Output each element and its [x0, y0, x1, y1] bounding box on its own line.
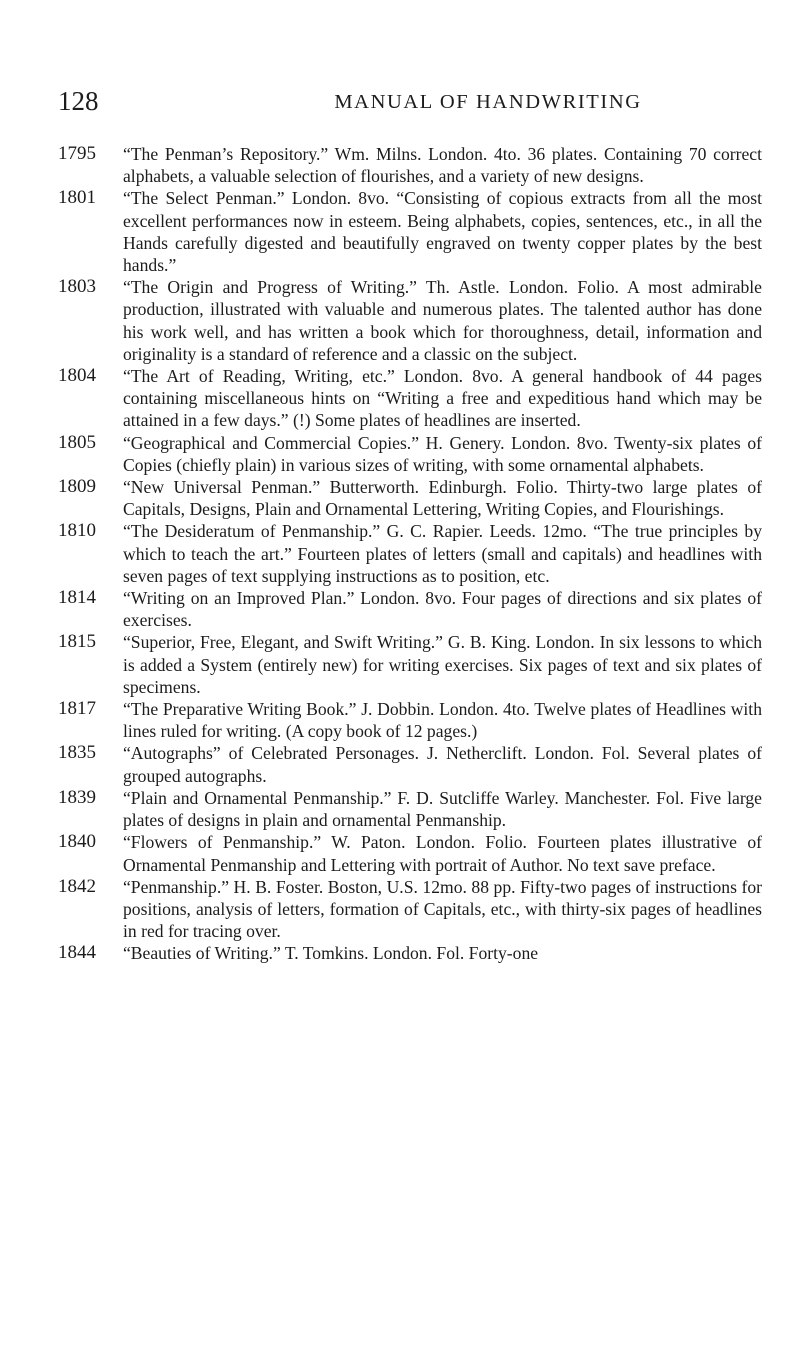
running-head: MANUAL OF HANDWRITING [334, 91, 642, 113]
entry-year: 1795 [58, 143, 96, 164]
entry-year: 1842 [58, 875, 96, 897]
entry-text: “The Select Penman.” London. 8vo. “Consisting of copious extracts from all the most excellent performances now in esteem. Being alphabets, copies, sentences, etc., in all the Hands carefully digested and beautifully engraved on twenty copper plates by the best hands.” [123, 188, 762, 276]
bibliography-entry-1840 [58, 831, 762, 875]
page-number: 128 [58, 86, 99, 116]
bibliography-entry-1810 [58, 520, 762, 587]
bibliography-list [58, 143, 762, 965]
entry-text: “Autographs” of Celebrated Personages. J. Netherclift. London. Fol. Several plates of grouped autographs. [123, 743, 762, 786]
entry-year: 1805 [58, 431, 96, 453]
entry-year: 1810 [58, 520, 96, 542]
entry-year: 1814 [58, 587, 96, 609]
bibliography-entry-1809 [58, 476, 762, 520]
bibliography-entry-1839 [58, 787, 762, 831]
bibliography-entry-1805 [58, 432, 762, 476]
bibliography-entry-1817 [58, 698, 762, 742]
entry-year: 1801 [58, 187, 96, 209]
entry-text: “The Preparative Writing Book.” J. Dobbin. London. 4to. Twelve plates of Headlines with lines ruled for writing. (A copy book of 12 pages.) [123, 699, 762, 742]
entry-text: “Penmanship.” H. B. Foster. Boston, U.S. 12mo. 88 pp. Fifty-two pages of instructions for positions, analysis of letters, formation of Capitals, etc., with thirty-six pages of headlines in red for tracing over. [123, 876, 762, 942]
entry-text: “Flowers of Penmanship.” W. Paton. London. Folio. Fourteen plates illustrative of Ornamental Penmanship and Lettering with portrait of Author. No text save preface. [123, 832, 762, 875]
entry-text: “New Universal Penman.” Butterworth. Edinburgh. Folio. Thirty-two large plates of Capitals, Designs, Plain and Ornamental Lettering, Writing Copies, and Flourishings. [123, 477, 762, 520]
entry-year: 1809 [58, 476, 96, 498]
bibliography-entry-1803 [58, 276, 762, 365]
entry-year: 1840 [58, 831, 96, 853]
bibliography-entry-1795 [58, 143, 762, 187]
bibliography-entry-1842 [58, 876, 762, 943]
entry-text: “Writing on an Improved Plan.” London. 8vo. Four pages of directions and six plates of exercises. [123, 588, 762, 631]
entry-year: 1804 [58, 365, 96, 387]
entry-year: 1803 [58, 276, 96, 298]
entry-text: “The Art of Reading, Writing, etc.” London. 8vo. A general handbook of 44 pages containing miscellaneous hints on “Writing a free and expeditious hand which may be attained in a few days.” (!) Some plates of headlines are inserted. [123, 366, 762, 431]
bibliography-entry-1835 [58, 742, 762, 786]
entry-year: 1835 [58, 742, 96, 764]
bibliography-entry-1815 [58, 631, 762, 698]
entry-text: “Geographical and Commercial Copies.” H. Genery. London. 8vo. Twenty-six plates of Copies (chiefly plain) in various sizes of writing, with some ornamental alphabets. [123, 432, 762, 475]
bibliography-entry-1844 [58, 942, 762, 964]
entry-year: 1817 [58, 698, 96, 720]
bibliography-entry-1814 [58, 587, 762, 631]
page-header [58, 86, 758, 116]
entry-text: “Beauties of Writing.” T. Tomkins. London. Fol. Forty-one [123, 943, 539, 964]
bibliography-entry-1804 [58, 365, 762, 432]
entry-text: “The Desideratum of Penmanship.” G. C. Rapier. Leeds. 12mo. “The true principles by which to teach the art.” Fourteen plates of letters (small and capitals) and headlines with seven pages of text supplying instructions as to position, etc. [123, 521, 762, 586]
entry-text: “The Penman’s Repository.” Wm. Milns. London. 4to. 36 plates. Containing 70 correct alphabets, a valuable selection of flourishes, and a variety of new designs. [123, 144, 762, 187]
entry-year: 1815 [58, 631, 96, 653]
entry-text: “Plain and Ornamental Penmanship.” F. D. Sutcliffe Warley. Manchester. Fol. Five large plates of designs in plain and ornamental Penmanship. [123, 787, 762, 831]
entry-text: “The Origin and Progress of Writing.” Th. Astle. London. Folio. A most admirable production, illustrated with valuable and numerous plates. The talented author has done his work well, and has written a book which for thoroughness, detail, information and originality is a standard of reference and a classic on the subject. [123, 277, 762, 364]
bibliography-entry-1801 [58, 187, 762, 276]
entry-year: 1839 [58, 786, 96, 808]
entry-year: 1844 [58, 942, 96, 964]
entry-text: “Superior, Free, Elegant, and Swift Writing.” G. B. King. London. In six lessons to which is added a System (entirely new) for writing exercises. Six pages of text and six plates of specimens. [123, 632, 762, 697]
